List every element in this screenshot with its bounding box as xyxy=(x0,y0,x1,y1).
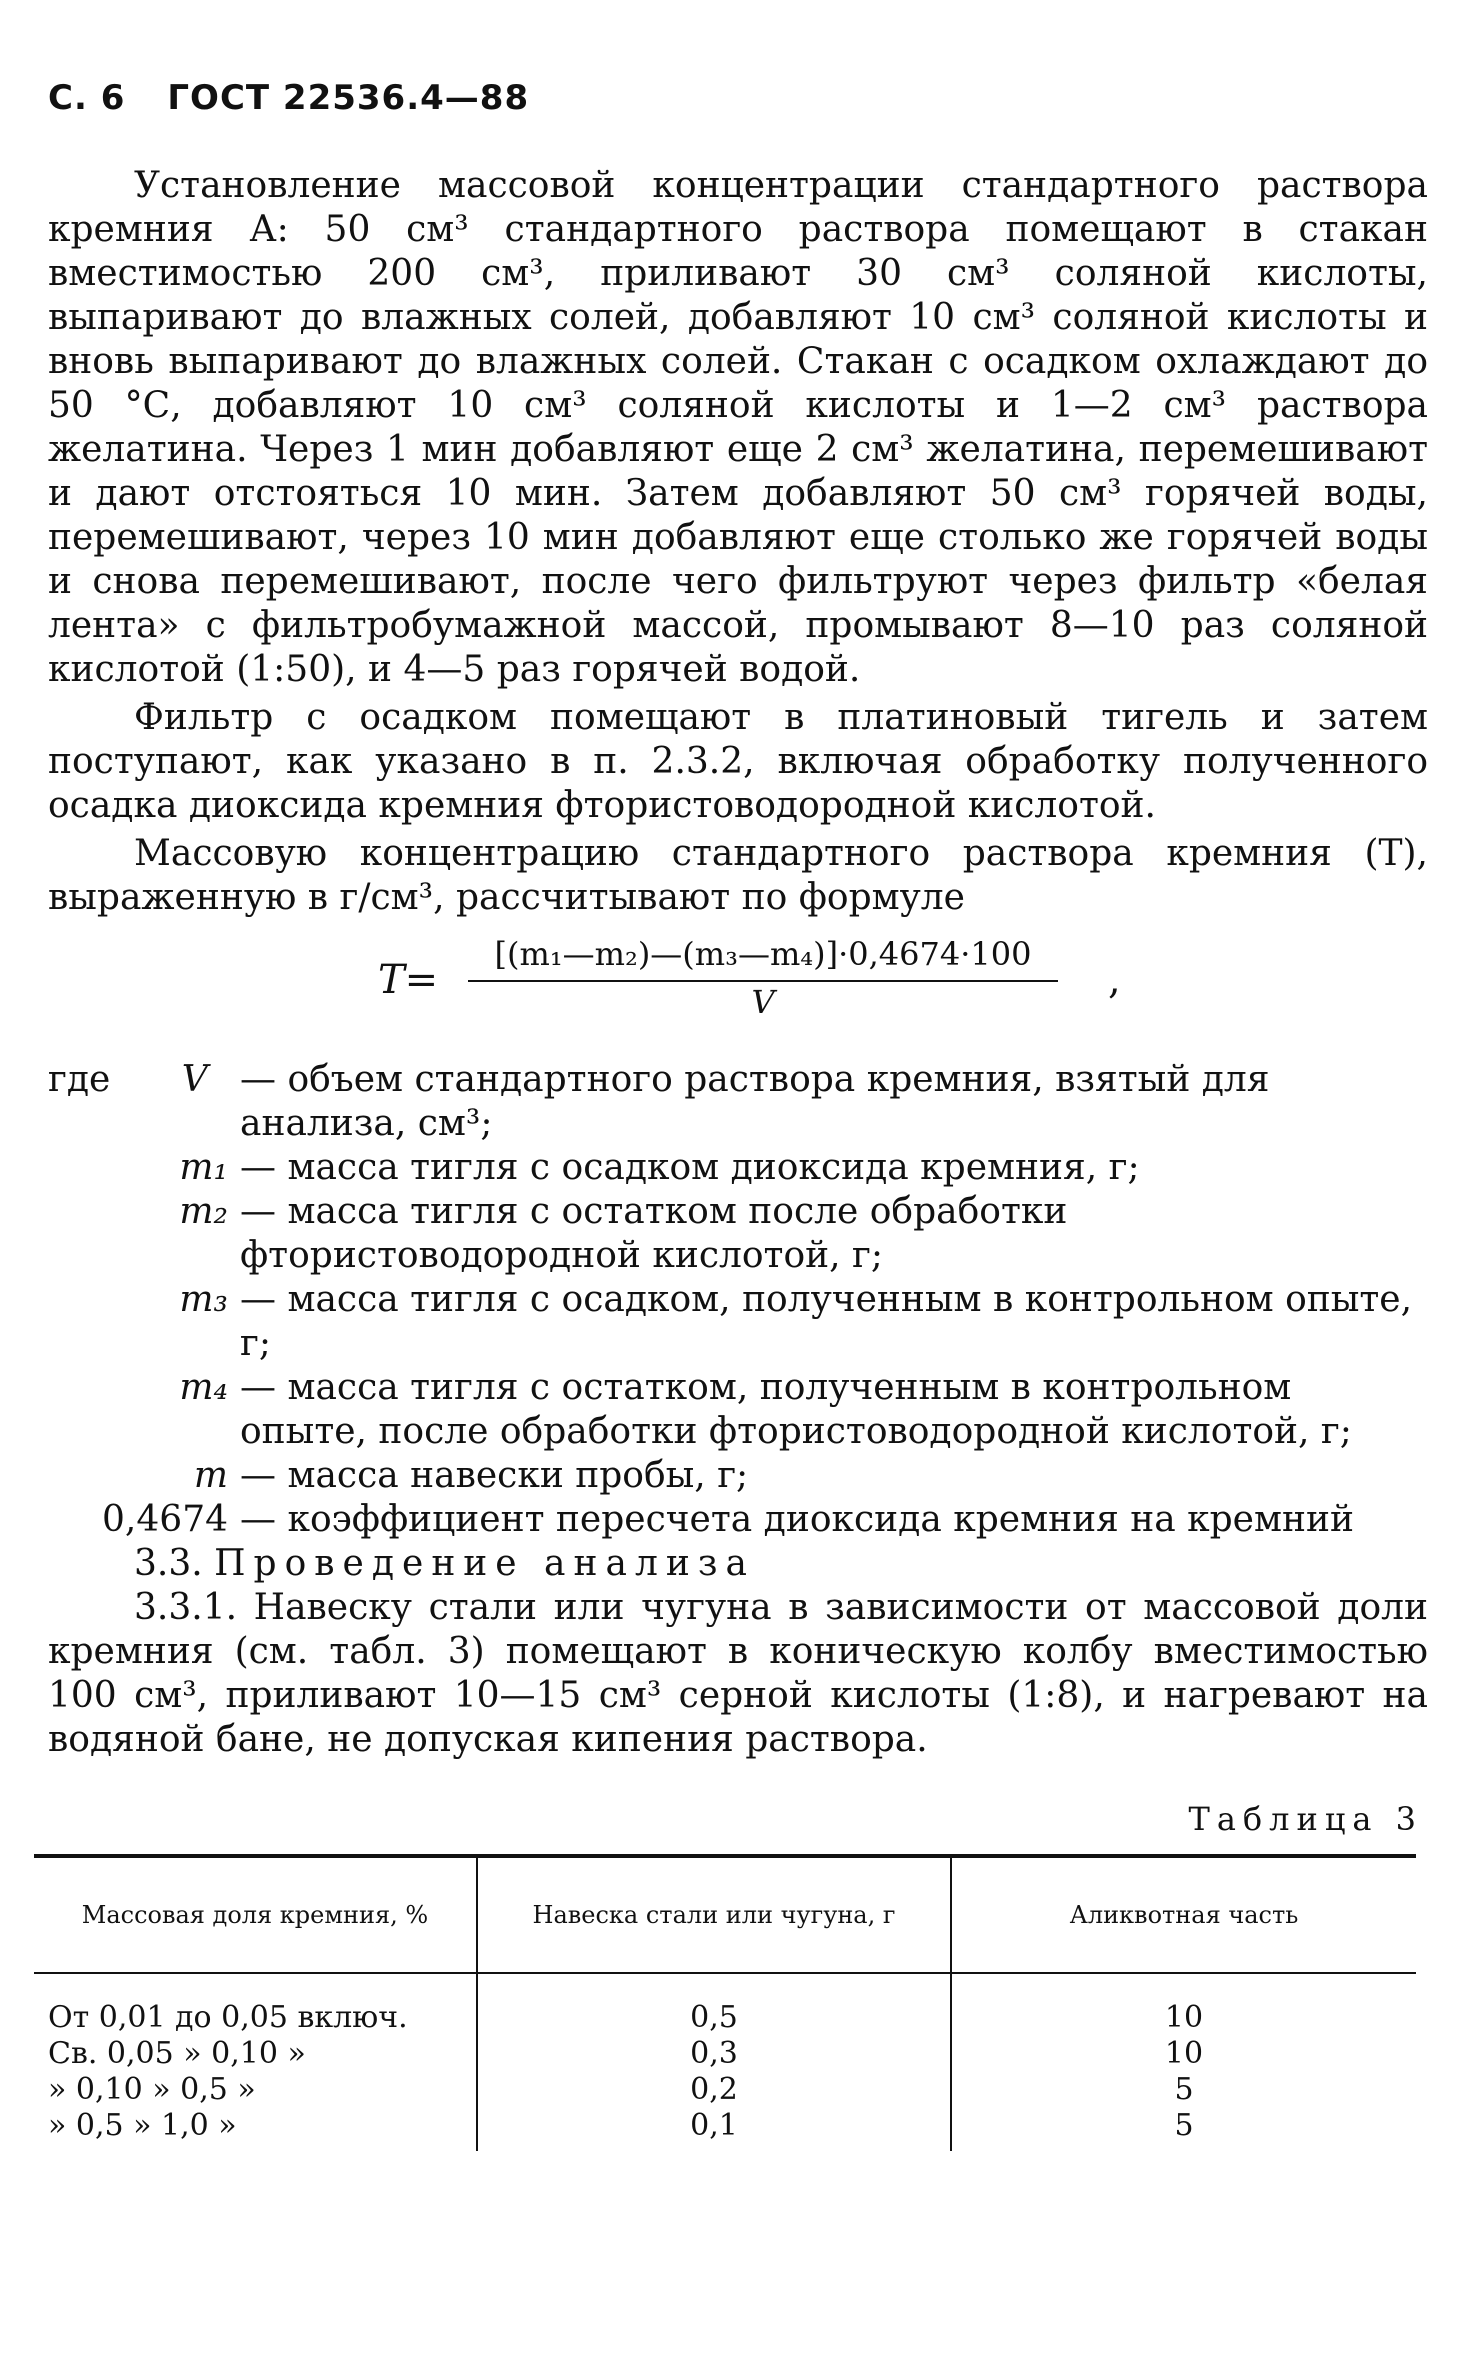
section-number: 3.3. xyxy=(134,1543,203,1584)
column-header: Массовая доля кремния, % xyxy=(34,1856,477,1973)
definition-text: — коэффициент пересчета диоксида кремния на кремний xyxy=(240,1499,1354,1540)
section-heading xyxy=(48,1542,1428,1586)
definition-symbol: 0,4674 xyxy=(102,1499,228,1540)
definition-item xyxy=(48,1278,1428,1366)
table-cell: 5 xyxy=(1174,2108,1194,2143)
table-cell: 0,5 xyxy=(690,2000,738,2035)
definition-item xyxy=(48,1058,1428,1146)
document-body xyxy=(48,164,1428,1762)
table-cell: Св. 0,05 » 0,10 » xyxy=(48,2036,306,2071)
table-header-row xyxy=(34,1856,1416,1973)
formula-fraction xyxy=(468,934,1058,1022)
formula xyxy=(48,928,1428,1052)
definition-item xyxy=(48,1366,1428,1454)
table-cell: 10 xyxy=(1164,2000,1204,2035)
definition-symbol: m₃ xyxy=(179,1279,228,1320)
column-header: Навеска стали или чугуна, г xyxy=(477,1856,951,1973)
definition-text: — масса тигля с остатком после обработки фтористоводородной кислотой, г; xyxy=(240,1191,1068,1276)
definition-item xyxy=(48,1454,1428,1498)
table-cell: 0,3 xyxy=(690,2036,738,2071)
paragraph-formula-intro: Массовую концентрацию стандартного раствора кремния (Т), выраженную в г/см³, рассчитывают по формуле xyxy=(48,833,1428,918)
definition-symbol: m₄ xyxy=(179,1367,228,1408)
paragraph-filter: Фильтр с осадком помещают в платиновый тигель и затем поступают, как указано в п. 2.3.2, включая обработку полученного осадка диоксида кремния фтористоводородной кислотой. xyxy=(48,697,1428,826)
table-cell: От 0,01 до 0,05 включ. xyxy=(48,2000,408,2035)
table-column-cells xyxy=(477,1973,951,2151)
definition-item xyxy=(48,1498,1428,1542)
table-column-cells xyxy=(34,1973,477,2151)
page-header xyxy=(48,78,529,118)
section-title: Проведение анализа xyxy=(214,1543,755,1584)
variable-definitions xyxy=(48,1058,1428,1542)
table-cell: 10 xyxy=(1164,2036,1204,2071)
data-table xyxy=(34,1854,1416,2151)
paragraph-procedure: 3.3.1. Навеску стали или чугуна в зависимости от массовой доли кремния (см. табл. 3) помещают в коническую колбу вместимостью 100 см³, приливают 10—15 см³ серной кислоты (1:8), и нагревают на водяной бане, не допуская кипения раствора. xyxy=(48,1587,1428,1760)
table-column-cells xyxy=(951,1973,1416,2151)
definition-text: — объем стандартного раствора кремния, взятый для анализа, см³; xyxy=(240,1059,1270,1144)
table-cell: » 0,5 » 1,0 » xyxy=(48,2108,237,2143)
definition-text: — масса навески пробы, г; xyxy=(240,1455,749,1496)
table-cell: 0,1 xyxy=(690,2108,738,2143)
definition-symbol: V xyxy=(181,1059,208,1100)
formula-lhs: T= xyxy=(378,957,439,1003)
formula-numerator: [(m₁—m₂)—(m₃—m₄)]·0,4674·100 xyxy=(468,934,1058,982)
table-body xyxy=(34,1973,1416,2151)
definition-symbol: m₂ xyxy=(179,1191,228,1232)
definition-text: — масса тигля с остатком, полученным в контрольном опыте, после обработки фтористоводородной кислотой, г; xyxy=(240,1367,1352,1452)
table-cell: 5 xyxy=(1174,2072,1194,2107)
definition-text: — масса тигля с осадком диоксида кремния, г; xyxy=(240,1147,1140,1188)
table-cell: » 0,10 » 0,5 » xyxy=(48,2072,256,2107)
definition-intro: где V xyxy=(48,1059,208,1100)
formula-denominator: V xyxy=(751,983,775,1021)
formula-comma: , xyxy=(1108,957,1121,1003)
page-number: С. 6 xyxy=(48,78,126,118)
table-cell: 0,2 xyxy=(690,2072,738,2107)
definition-symbol: m₁ xyxy=(179,1147,228,1188)
definition-text: — масса тигля с осадком, полученным в контрольном опыте, г; xyxy=(240,1279,1413,1364)
definition-item xyxy=(48,1146,1428,1190)
definition-item xyxy=(48,1190,1428,1278)
table-caption: Таблица 3 xyxy=(1188,1800,1423,1838)
paragraph-standardization: Установление массовой концентрации стандартного раствора кремния А: 50 см³ стандартного раствора помещают в стакан вместимостью 200 см³, приливают 30 см³ соляной кислоты, выпаривают до влажных солей, добавляют 10 см³ соляной кислоты и вновь выпаривают до влажных солей. Стакан с осадком охлаждают до 50 °С, добавляют 10 см³ соляной кислоты и 1—2 см³ раствора желатина. Через 1 мин добавляют еще 2 см³ желатина, перемешивают и дают отстояться 10 мин. Затем добавляют 50 см³ горячей воды, перемешивают, через 10 мин добавляют еще столько же горячей воды и снова перемешивают, после чего фильтруют через фильтр «белая лента» с фильтробумажной массой, промывают 8—10 раз соляной кислотой (1:50), и 4—5 раз горячей водой. xyxy=(48,165,1428,690)
standard-id: ГОСТ 22536.4—88 xyxy=(167,78,530,118)
column-header: Аликвотная часть xyxy=(951,1856,1416,1973)
definition-symbol: m xyxy=(193,1455,228,1496)
